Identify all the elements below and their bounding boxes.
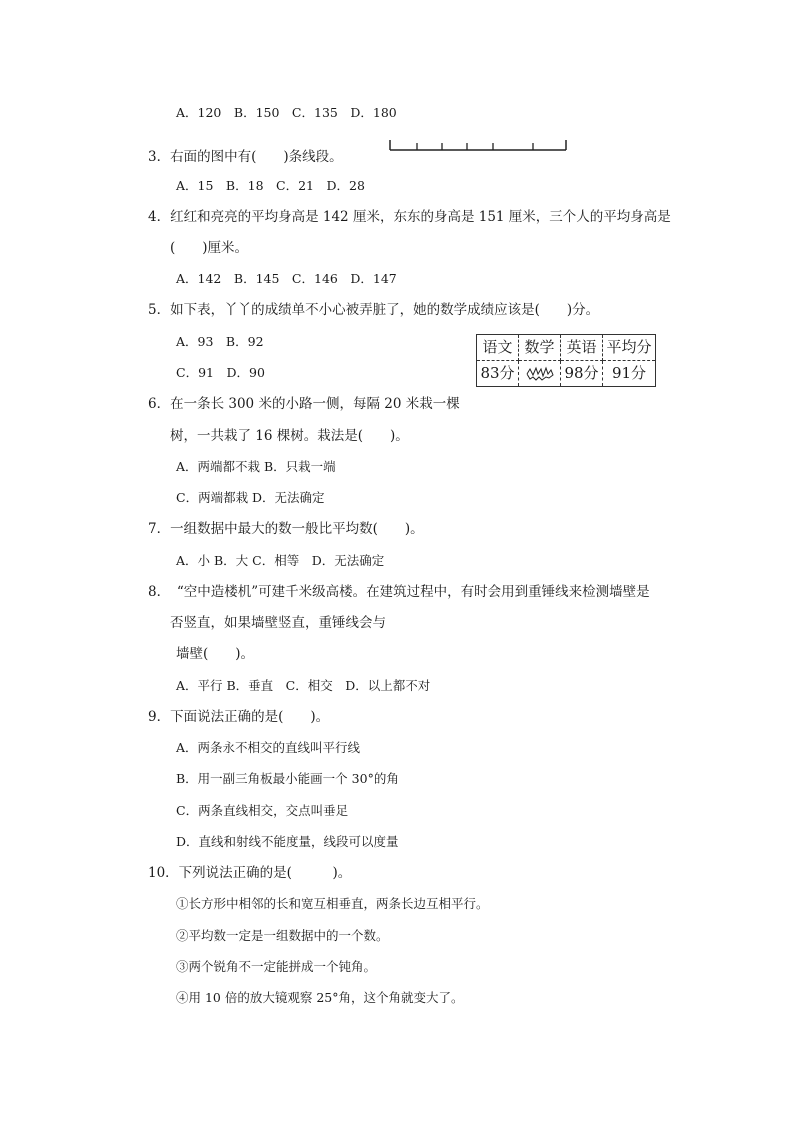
q10-item-1: ①长方形中相邻的长和宽互相垂直，两条长边互相平行。 [176,896,489,911]
ink-smudge-icon [525,365,555,383]
q10-item-4: ④用 10 倍的放大镜观察 25°角，这个角就变大了。 [176,990,464,1005]
q7-stem: 7．一组数据中最大的数一般比平均数( )。 [148,521,424,537]
score-header-english: 英语 [561,335,603,361]
q8-options: A．平行 B．垂直 C．相交 D．以上都不对 [176,678,431,693]
score-value-english: 98分 [561,361,603,387]
score-value-chinese: 83分 [477,361,519,387]
q5-stem: 5．如下表，丫丫的成绩单不小心被弄脏了，她的数学成绩应该是( )分。 [148,302,600,318]
q9-option-b: B．用一副三角板最小能画一个 30°的角 [176,771,399,786]
q2-options: A．120 B．150 C．135 D．180 [176,105,397,120]
score-header-chinese: 语文 [477,335,519,361]
q4-options: A．142 B．145 C．146 D．147 [176,271,397,286]
score-value-average: 91分 [603,361,656,387]
q10-item-3: ③两个锐角不一定能拼成一个钝角。 [176,959,377,974]
score-table [476,334,656,387]
q3-stem: 3．右面的图中有( )条线段。 [148,149,343,165]
q4-stem-line1: 4．红红和亮亮的平均身高是 142 厘米，东东的身高是 151 厘米，三个人的平均身高是 [148,209,671,225]
q8-stem-line2: 否竖直，如果墙壁竖直，重锤线会与 [170,615,386,631]
q6-options-line1: A．两端都不栽 B．只栽一端 [176,459,336,474]
q8-stem-line3: 墙壁( )。 [176,646,255,662]
score-table-header-row [477,335,656,361]
line-segment-diagram [388,138,570,154]
q9-option-c: C．两条直线相交，交点叫垂足 [176,803,349,818]
q6-options-line2: C．两端都栽 D．无法确定 [176,490,325,505]
q4-stem-line2: ( )厘米。 [170,240,249,256]
score-header-average: 平均分 [603,335,656,361]
q8-stem-line1: 8． “空中造楼机”可建千米级高楼。在建筑过程中，有时会用到重锤线来检测墙壁是 [148,584,650,600]
score-table-value-row [477,361,656,387]
score-header-math: 数学 [519,335,561,361]
q5-options-line2: C．91 D．90 [176,365,265,380]
score-value-math-smudged [519,361,561,387]
q5-options-line1: A．93 B．92 [176,334,264,349]
q9-option-d: D．直线和射线不能度量，线段可以度量 [176,834,399,849]
q6-stem-line1: 6．在一条长 300 米的小路一侧，每隔 20 米栽一棵 [148,396,460,412]
q9-stem: 9．下面说法正确的是( )。 [148,709,330,725]
q6-stem-line2: 树，一共栽了 16 棵树。栽法是( )。 [170,428,409,444]
q7-options: A．小 B．大 C．相等 D．无法确定 [176,553,385,568]
q9-option-a: A．两条永不相交的直线叫平行线 [176,740,361,755]
q3-options: A．15 B．18 C．21 D．28 [176,178,365,193]
q10-item-2: ②平均数一定是一组数据中的一个数。 [176,928,389,943]
q10-stem: 10．下列说法正确的是( )。 [148,865,352,881]
